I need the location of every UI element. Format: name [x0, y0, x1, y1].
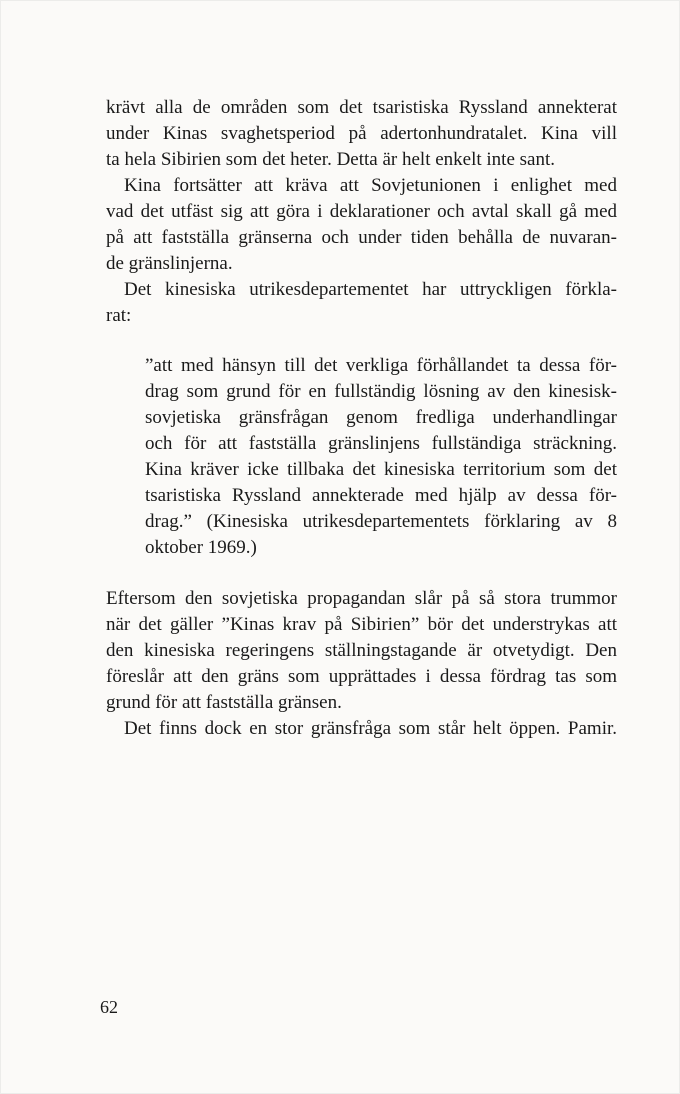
text-line: den kinesiska regeringens ställningstagande är otvetydigt. Den — [106, 640, 617, 661]
text-line: Det kinesiska utrikesdepartementet har uttryckligen förkla- — [124, 279, 617, 300]
text-line: Det finns dock en stor gränsfråga som står helt öppen. Pamir. — [124, 718, 617, 739]
text-line: när det gäller ”Kinas krav på Sibirien” bör det understrykas att — [106, 614, 617, 635]
text-line: vad det utfäst sig att göra i deklarationer och avtal skall gå med — [106, 201, 617, 222]
quote-line: ”att med hänsyn till det verkliga förhållandet ta dessa för- — [145, 355, 617, 376]
quote-line: tsaristiska Ryssland annekterade med hjälp av dessa för- — [145, 485, 617, 506]
text-line: krävt alla de områden som det tsaristiska Ryssland annekterat — [106, 97, 617, 118]
quote-line: sovjetiska gränsfrågan genom fredliga underhandlingar — [145, 407, 617, 428]
text-line: Eftersom den sovjetiska propagandan slår på så stora trummor — [106, 588, 617, 609]
text-line: ta hela Sibirien som det heter. Detta är helt enkelt inte sant. — [106, 149, 555, 170]
text-line: grund för att fastställa gränsen. — [106, 692, 342, 713]
page-number: 62 — [100, 997, 118, 1017]
text-line: de gränslinjerna. — [106, 253, 233, 274]
text-line: föreslår att den gräns som upprättades i dessa fördrag tas som — [106, 666, 617, 687]
quote-line: och för att fastställa gränslinjens fullständiga sträckning. — [145, 433, 617, 454]
quote-line: drag som grund för en fullständig lösning av den kinesisk- — [145, 381, 617, 402]
text-line: under Kinas svaghetsperiod på adertonhundratalet. Kina vill — [106, 123, 617, 144]
quote-line: oktober 1969.) — [145, 537, 257, 558]
text-line: på att fastställa gränserna och under tiden behålla de nuvaran- — [106, 227, 617, 248]
quote-line: drag.” (Kinesiska utrikesdepartementets förklaring av 8 — [145, 511, 617, 532]
text-line: rat: — [106, 305, 132, 326]
text-line: Kina fortsätter att kräva att Sovjetunionen i enlighet med — [124, 175, 617, 196]
quote-line: Kina kräver icke tillbaka det kinesiska territorium som det — [145, 459, 617, 480]
